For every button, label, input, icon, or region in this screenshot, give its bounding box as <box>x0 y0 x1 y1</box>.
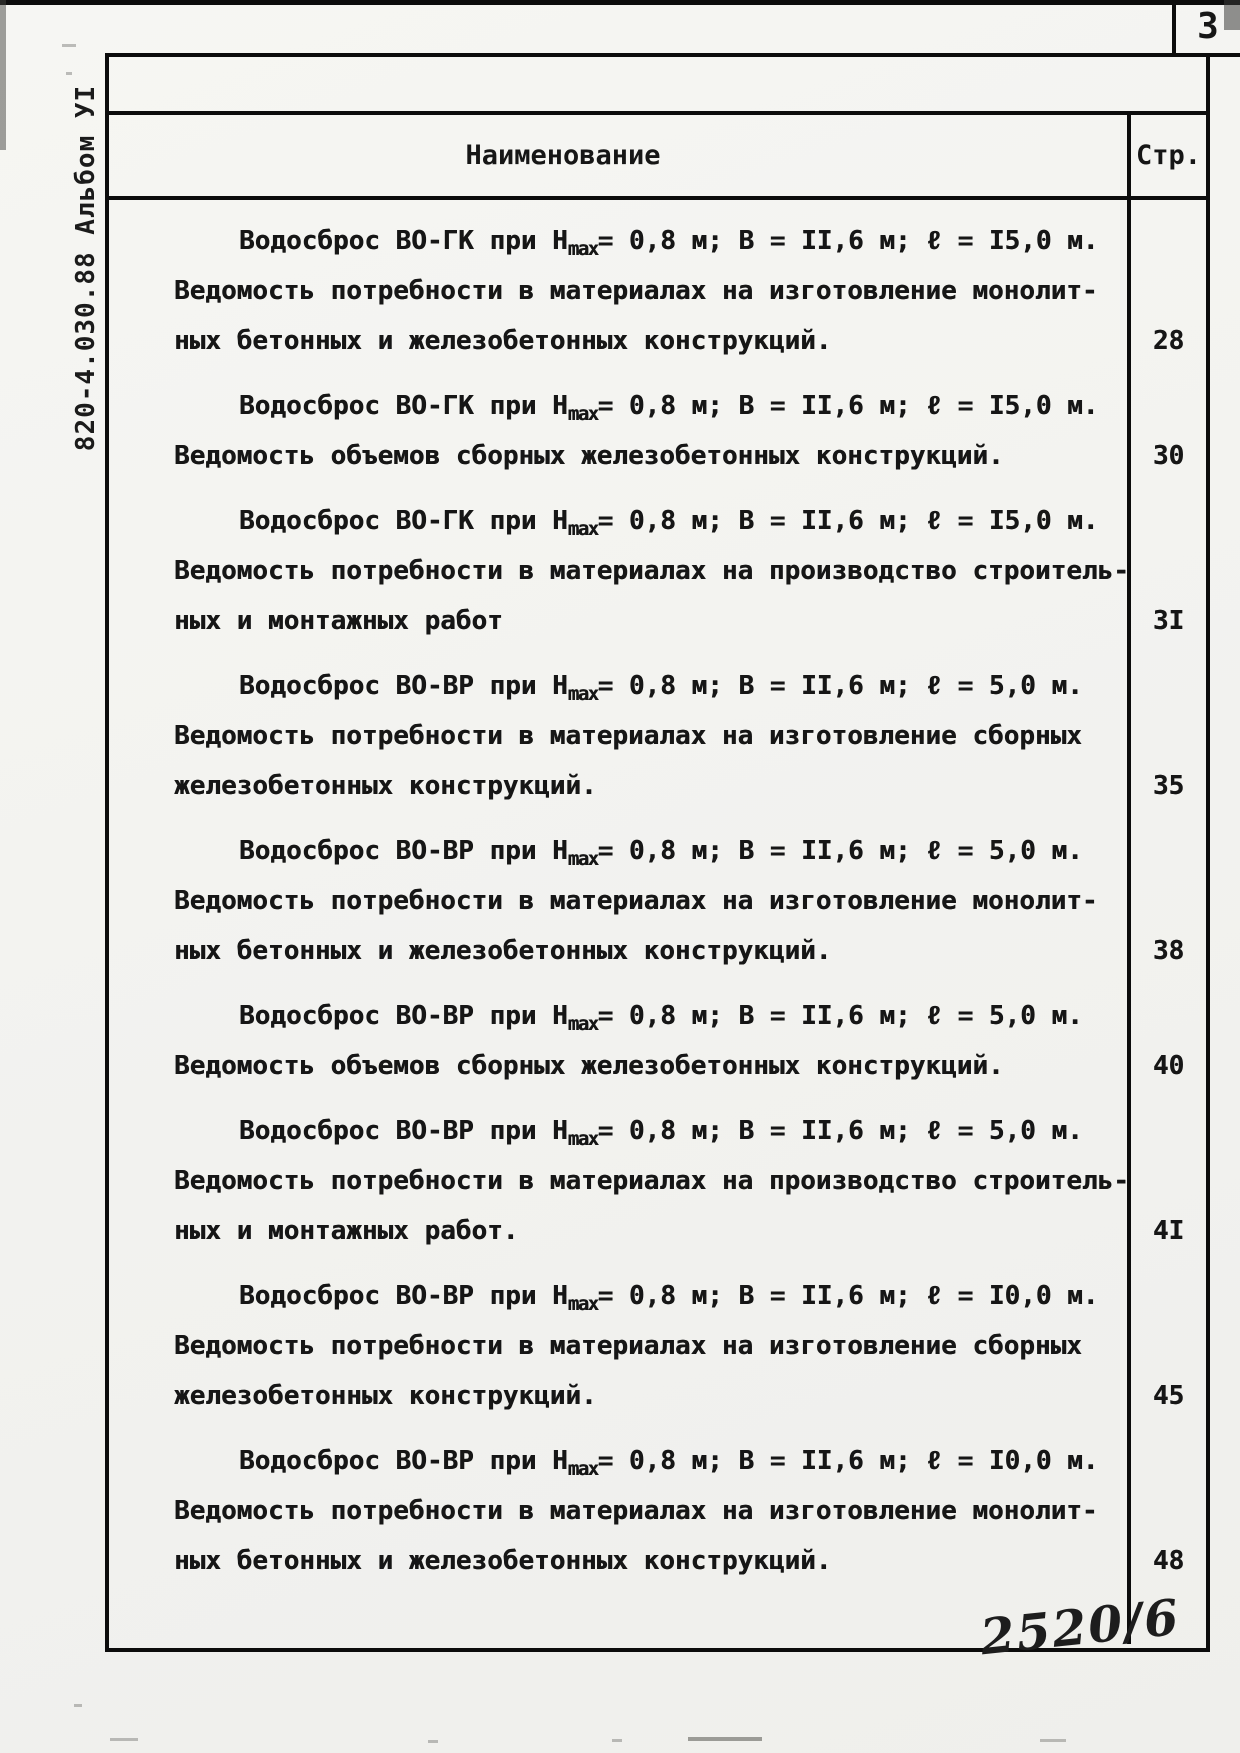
scan-artifact <box>612 1739 622 1742</box>
entry-title-suffix: = 0,8 м; В = II,6 м; ℓ = 5,0 м. <box>597 836 1083 866</box>
header-page-column: Стр. <box>1135 140 1202 171</box>
document-code-stamp: 820-4.030.88 Альбом УI <box>71 84 101 452</box>
entry-title-line <box>174 826 1127 876</box>
entry-lines <box>174 266 1127 366</box>
entry-title-line <box>174 991 1127 1041</box>
entry-lines <box>174 711 1127 811</box>
entry-continuation-line: Ведомость потребности в материалах на изготовление монолит- <box>174 886 1098 916</box>
entry-title-prefix: Водосброс ВО-ВР при Н <box>239 1281 568 1311</box>
entry-continuation-line: ных бетонных и железобетонных конструкций. <box>174 326 832 356</box>
entry-lines <box>174 1041 1127 1091</box>
scan-artifact <box>62 44 76 47</box>
entry-continuation-line: Ведомость потребности в материалах на производство строитель- <box>174 556 1129 586</box>
entry-title-prefix: Водосброс ВО-ГК при Н <box>239 226 568 256</box>
table-header-row <box>109 115 1206 200</box>
entry-lines <box>174 1486 1127 1586</box>
entry-lines <box>174 431 1127 481</box>
entry-title-subscript: max <box>567 518 598 540</box>
entry-text <box>109 1106 1127 1256</box>
entry-title-line <box>174 496 1127 546</box>
entry-title-suffix: = 0,8 м; В = II,6 м; ℓ = I5,0 м. <box>597 506 1099 536</box>
entry-title-prefix: Водосброс ВО-ГК при Н <box>239 506 568 536</box>
contents-entry <box>109 216 1206 366</box>
entry-text <box>109 1436 1127 1586</box>
contents-table <box>105 53 1210 1652</box>
entry-text <box>109 661 1127 811</box>
contents-entry <box>109 1106 1206 1256</box>
entry-continuation-line: Ведомость потребности в материалах на изготовление сборных <box>174 721 1082 751</box>
entry-title-subscript: max <box>567 1458 598 1480</box>
entry-title-suffix: = 0,8 м; В = II,6 м; ℓ = I0,0 м. <box>597 1281 1099 1311</box>
page-number: 3 <box>1197 5 1219 47</box>
entry-title-subscript: max <box>567 403 598 425</box>
entry-text <box>109 216 1127 366</box>
contents-entry <box>109 661 1206 811</box>
table-body-entries <box>109 200 1206 1644</box>
entry-title-suffix: = 0,8 м; В = II,6 м; ℓ = 5,0 м. <box>597 1116 1083 1146</box>
entry-title-subscript: max <box>567 1013 598 1035</box>
entry-lines <box>174 1321 1127 1421</box>
entry-page-number: 3I <box>1152 606 1185 636</box>
entry-title-line <box>174 1436 1127 1486</box>
entry-title-subscript: max <box>567 1293 598 1315</box>
entry-continuation-line: ных и монтажных работ <box>174 606 503 636</box>
entry-page-number: 4I <box>1152 1216 1185 1246</box>
entry-continuation-line: железобетонных конструкций. <box>174 1381 597 1411</box>
contents-entry <box>109 991 1206 1091</box>
scan-artifact <box>688 1737 762 1741</box>
entry-title-suffix: = 0,8 м; В = II,6 м; ℓ = 5,0 м. <box>597 1001 1083 1031</box>
entry-page-number: 30 <box>1152 441 1185 471</box>
entry-continuation-line: железобетонных конструкций. <box>174 771 597 801</box>
entry-title-prefix: Водосброс ВО-ВР при Н <box>239 836 568 866</box>
entry-title-prefix: Водосброс ВО-ВР при Н <box>239 1116 568 1146</box>
entry-title-prefix: Водосброс ВО-ГК при Н <box>239 391 568 421</box>
contents-entry <box>109 496 1206 646</box>
entry-title-line <box>174 381 1127 431</box>
entry-title-suffix: = 0,8 м; В = II,6 м; ℓ = I5,0 м. <box>597 226 1099 256</box>
entry-title-subscript: max <box>567 848 598 870</box>
entry-text <box>109 381 1127 481</box>
contents-entry <box>109 826 1206 976</box>
entry-title-line <box>174 1271 1127 1321</box>
entry-page-number: 38 <box>1152 936 1185 966</box>
scan-artifact <box>428 1740 438 1743</box>
contents-entry <box>109 1436 1206 1586</box>
scan-artifact <box>110 1738 138 1741</box>
scan-artifact <box>74 1704 82 1707</box>
entry-title-suffix: = 0,8 м; В = II,6 м; ℓ = 5,0 м. <box>597 671 1083 701</box>
entry-continuation-line: ных и монтажных работ. <box>174 1216 519 1246</box>
entry-page-number: 40 <box>1152 1051 1185 1081</box>
entry-page-number: 45 <box>1152 1381 1185 1411</box>
entry-continuation-line: Ведомость потребности в материалах на производство строитель- <box>174 1166 1129 1196</box>
entry-continuation-line: Ведомость потребности в материалах на изготовление сборных <box>174 1331 1082 1361</box>
entry-title-prefix: Водосброс ВО-ВР при Н <box>239 1001 568 1031</box>
entry-continuation-line: Ведомость потребности в материалах на изготовление монолит- <box>174 1496 1098 1526</box>
contents-entry <box>109 381 1206 481</box>
scan-artifact <box>1040 1739 1066 1742</box>
entry-lines <box>174 1156 1127 1256</box>
entry-title-line <box>174 661 1127 711</box>
entry-text <box>109 991 1127 1091</box>
entry-continuation-line: Ведомость потребности в материалах на изготовление монолит- <box>174 276 1098 306</box>
entry-title-subscript: max <box>567 1128 598 1150</box>
entry-title-prefix: Водосброс ВО-ВР при Н <box>239 671 568 701</box>
entry-text <box>109 496 1127 646</box>
header-name-column: Наименование <box>109 115 1131 196</box>
page-number-box <box>1172 0 1240 57</box>
entry-text <box>109 826 1127 976</box>
scan-artifact <box>66 72 72 75</box>
table-top-band <box>109 57 1206 115</box>
entry-page-number: 28 <box>1152 326 1185 356</box>
entry-title-subscript: max <box>567 683 598 705</box>
entry-title-prefix: Водосброс ВО-ВР при Н <box>239 1446 568 1476</box>
page-top-border <box>0 0 1240 5</box>
entry-continuation-line: ных бетонных и железобетонных конструкций. <box>174 936 832 966</box>
scan-artifact <box>0 0 6 150</box>
entry-lines <box>174 546 1127 646</box>
entry-page-number: 48 <box>1152 1546 1185 1576</box>
entry-lines <box>174 876 1127 976</box>
entry-title-suffix: = 0,8 м; В = II,6 м; ℓ = I5,0 м. <box>597 391 1099 421</box>
handwritten-document-number: 2520/6 <box>977 1587 1183 1667</box>
entry-title-subscript: max <box>567 238 598 260</box>
entry-title-line <box>174 1106 1127 1156</box>
entry-title-line <box>174 216 1127 266</box>
entry-continuation-line: ных бетонных и железобетонных конструкций. <box>174 1546 832 1576</box>
entry-title-suffix: = 0,8 м; В = II,6 м; ℓ = I0,0 м. <box>597 1446 1099 1476</box>
entry-text <box>109 1271 1127 1421</box>
entry-page-number: 35 <box>1152 771 1185 801</box>
entry-continuation-line: Ведомость объемов сборных железобетонных конструкций. <box>174 1051 1004 1081</box>
contents-entry <box>109 1271 1206 1421</box>
entry-continuation-line: Ведомость объемов сборных железобетонных конструкций. <box>174 441 1004 471</box>
